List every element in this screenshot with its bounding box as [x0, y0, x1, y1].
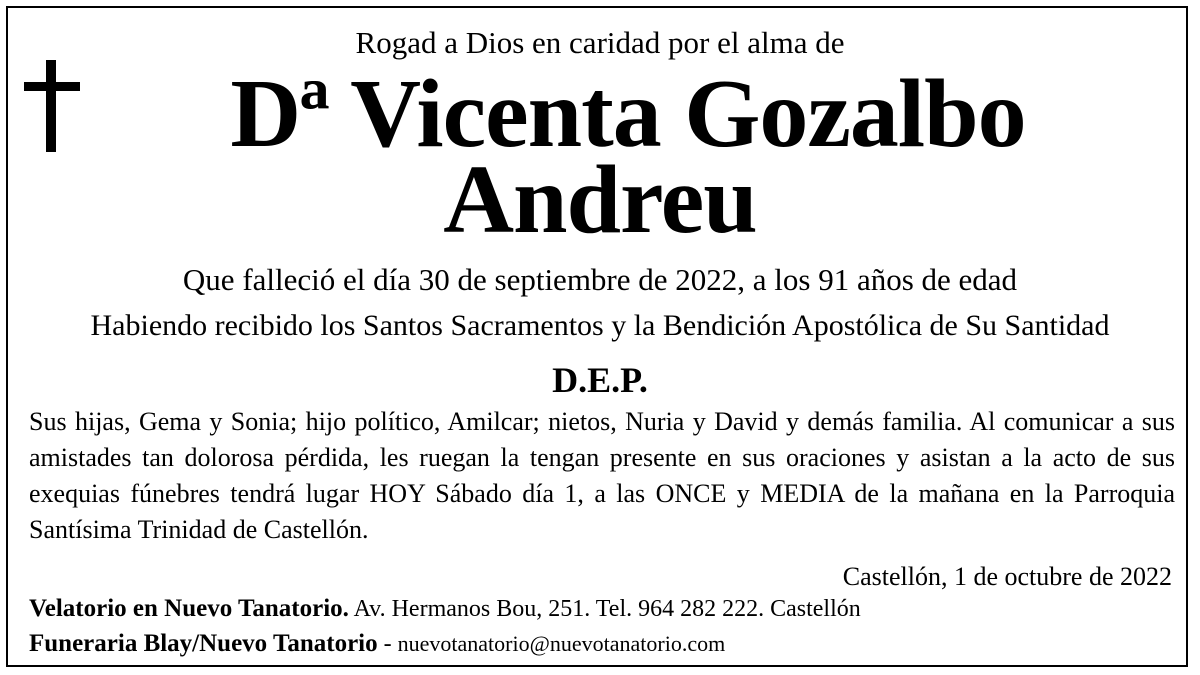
death-date-text: Que falleció el día 30 de septiembre de 2022, a los 91 años de edad — [182, 262, 1018, 297]
family-message: Sus hijas, Gema y Sonia; hijo político, Amilcar; nietos, Nuria y David y demás familia. Al comunicar a sus amistades tan dolorosa pérdida, les ruegan la tengan presente en sus oraciones y asistan a la acto de sus exequias fúnebres tendrá lugar HOY Sábado día 1, a las ONCE y MEDIA de la mañana en la Parroquia Santísima Trinidad de Castellón. — [29, 407, 1175, 544]
intro-text: Rogad a Dios en caridad por el alma de — [355, 25, 845, 60]
funeral-home-label: Funeraria Blay/Nuevo Tanatorio — [29, 630, 378, 657]
funeral-home-email: nuevotanatorio@nuevotanatorio.com — [397, 631, 726, 656]
funeral-home-separator: - — [377, 631, 398, 657]
sacraments-text: Habiendo recibido los Santos Sacramentos y la Bendición Apostólica de Su Santidad — [90, 309, 1110, 342]
wake-label: Velatorio en Nuevo Tanatorio. — [29, 595, 349, 622]
wake-address: Av. Hermanos Bou, 251. Tel. 964 282 222. Castellón — [348, 596, 861, 622]
funeral-home-info — [29, 628, 725, 660]
dep-heading: D.E.P. — [552, 360, 648, 400]
place-date: Castellón, 1 de octubre de 2022 — [842, 562, 1172, 591]
deceased-name-line1: Dª Vicenta Gozalbo — [230, 60, 1026, 168]
wake-info — [29, 593, 861, 625]
deceased-name-line2: Andreu — [443, 146, 757, 254]
